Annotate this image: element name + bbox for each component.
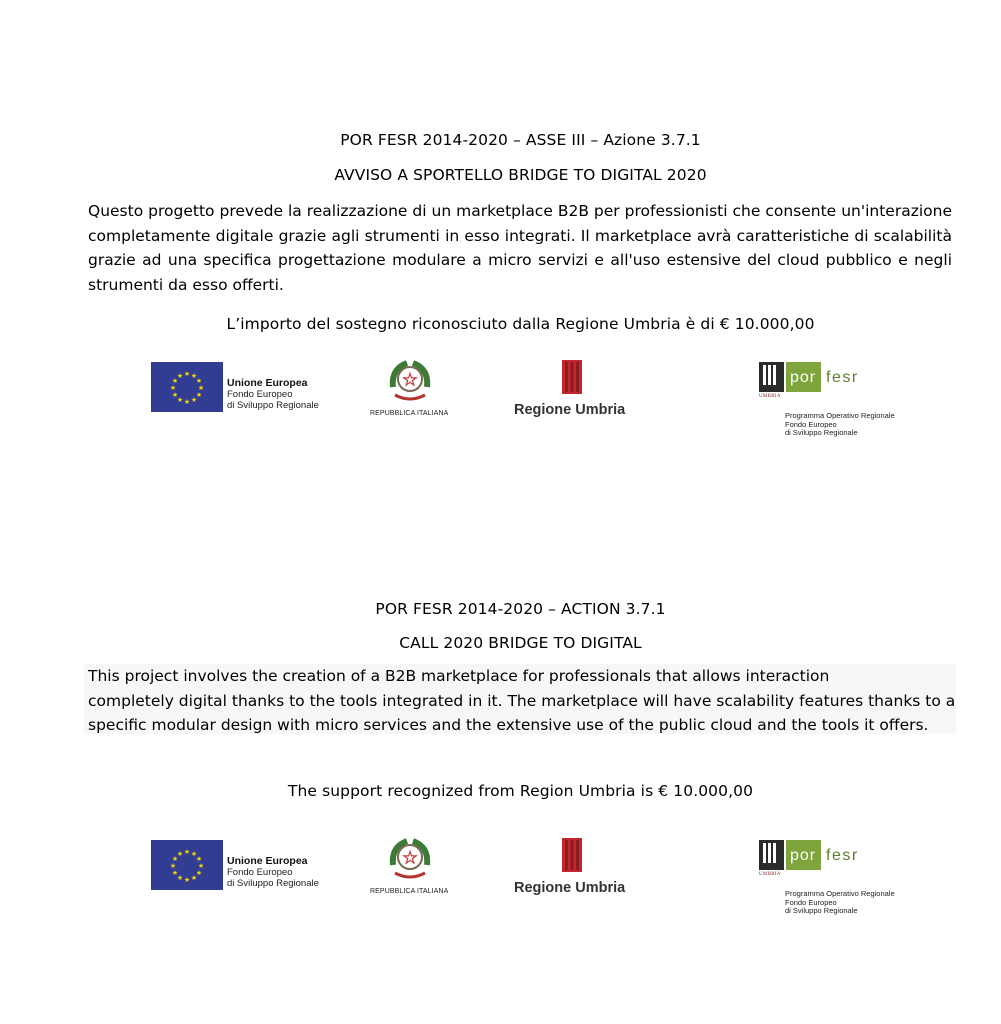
fesr-word: fesr — [826, 847, 859, 864]
por-line2: Fondo Europeo — [785, 897, 837, 907]
english-heading-1: POR FESR 2014-2020 – ACTION 3.7.1 — [375, 600, 666, 618]
english-paragraph-line2: completely digital thanks to the tools integrated in it. The marketplace will have scalability features thanks to a — [88, 691, 956, 710]
svg-text:★: ★ — [402, 848, 418, 867]
por-word: por — [790, 847, 817, 864]
svg-text:★: ★ — [176, 372, 184, 380]
fesr-word: fesr — [826, 369, 859, 386]
porfesr-text — [785, 412, 895, 438]
svg-text:★: ★ — [171, 377, 179, 385]
logo-strip — [0, 840, 1001, 930]
svg-text:★: ★ — [183, 848, 191, 856]
eu-line3: di Sviluppo Regionale — [227, 878, 319, 889]
svg-text:★: ★ — [195, 391, 203, 399]
eu-flag-icon — [151, 840, 223, 890]
por-sub-label: UMBRIA — [759, 872, 781, 877]
svg-text:★: ★ — [183, 398, 191, 406]
svg-text:★: ★ — [190, 850, 198, 858]
italian-heading-1: POR FESR 2014-2020 – ASSE III – Azione 3.7.1 — [340, 131, 701, 149]
eu-logo-text — [227, 856, 319, 889]
umbria-emblem-icon — [562, 838, 582, 876]
svg-text:★: ★ — [195, 377, 203, 385]
svg-text:★: ★ — [176, 396, 184, 404]
svg-text:★: ★ — [190, 396, 198, 404]
italian-heading-2: AVVISO A SPORTELLO BRIDGE TO DIGITAL 2020 — [334, 166, 707, 184]
svg-text:★: ★ — [195, 869, 203, 877]
eu-line2: Fondo Europeo — [227, 389, 293, 400]
italian-paragraph: Questo progetto prevede la realizzazione di un marketplace B2B per professionisti che consente un'interazione completamente digitale grazie agli strumenti in esso integrati. Il marketplace avrà caratteristiche di scalabilità grazie ad una specifica progettazione modulare a micro servizi e all'uso estensive del cloud pubblico e negli strumenti da esso offerti. — [88, 202, 952, 294]
svg-text:★: ★ — [176, 874, 184, 882]
svg-text:★: ★ — [171, 391, 179, 399]
eu-line2: Fondo Europeo — [227, 867, 293, 878]
logo-strip — [0, 362, 1001, 452]
english-paragraph — [84, 664, 956, 734]
italian-emblem-icon — [387, 835, 433, 889]
republic-label: REPUBBLICA ITALIANA — [370, 410, 449, 417]
eu-stars — [170, 848, 204, 884]
italian-emblem-icon — [387, 357, 433, 411]
por-line3: di Sviluppo Regionale — [785, 906, 858, 915]
svg-text:★: ★ — [176, 850, 184, 858]
svg-text:★: ★ — [169, 384, 177, 392]
english-amount: The support recognized from Region Umbria is € 10.000,00 — [287, 782, 754, 800]
english-heading-2: CALL 2020 BRIDGE TO DIGITAL — [399, 634, 642, 652]
por-word: por — [790, 369, 817, 386]
umbria-emblem-icon — [562, 360, 582, 398]
eu-title: Unione Europea — [227, 377, 308, 389]
porfesr-text — [785, 890, 895, 916]
eu-line3: di Sviluppo Regionale — [227, 400, 319, 411]
svg-text:★: ★ — [402, 370, 418, 389]
svg-text:★: ★ — [171, 855, 179, 863]
republic-label: REPUBBLICA ITALIANA — [370, 888, 449, 895]
english-paragraph-line1: This project involves the creation of a B2B marketplace for professionals that allows interaction — [88, 667, 830, 685]
svg-text:★: ★ — [190, 874, 198, 882]
svg-text:★: ★ — [183, 876, 191, 884]
umbria-label: Regione Umbria — [514, 880, 626, 896]
svg-text:★: ★ — [183, 370, 191, 378]
umbria-label: Regione Umbria — [514, 402, 626, 418]
svg-text:★: ★ — [195, 855, 203, 863]
italian-amount: L’importo del sostegno riconosciuto dalla Regione Umbria è di € 10.000,00 — [226, 315, 815, 333]
eu-title: Unione Europea — [227, 855, 308, 867]
svg-text:★: ★ — [169, 862, 177, 870]
por-sub-label: UMBRIA — [759, 394, 781, 399]
svg-text:★: ★ — [197, 384, 205, 392]
svg-text:★: ★ — [190, 372, 198, 380]
english-paragraph-line3: specific modular design with micro services and the extensive use of the public cloud and the tools it offers. — [88, 716, 929, 734]
por-line3: di Sviluppo Regionale — [785, 428, 858, 437]
por-line1: Programma Operativo Regionale — [785, 889, 895, 898]
por-line2: Fondo Europeo — [785, 419, 837, 429]
por-line1: Programma Operativo Regionale — [785, 411, 895, 420]
eu-flag-icon — [151, 362, 223, 412]
svg-text:★: ★ — [197, 862, 205, 870]
eu-logo-text — [227, 378, 319, 411]
eu-stars — [170, 370, 204, 406]
svg-text:★: ★ — [171, 869, 179, 877]
